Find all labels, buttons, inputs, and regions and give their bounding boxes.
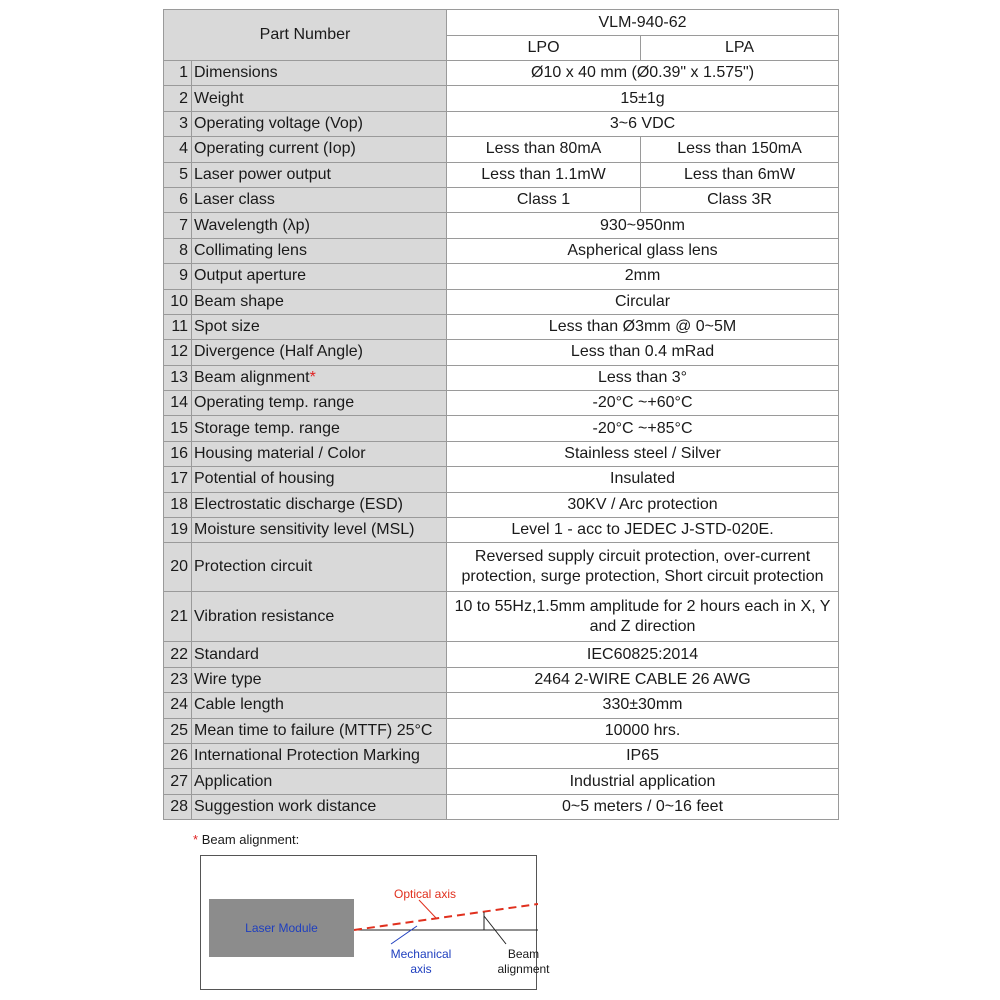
note-title: Beam alignment: — [201, 832, 300, 847]
parameter-name — [192, 340, 447, 365]
spec-value: Less than 3° — [447, 365, 839, 390]
note-asterisk: * — [193, 832, 199, 847]
table-row — [164, 264, 839, 289]
optical-axis-leader — [419, 900, 436, 918]
spec-value: Aspherical glass lens — [447, 238, 839, 263]
table-row — [164, 416, 839, 441]
row-number: 20 — [164, 543, 192, 592]
parameter-name — [192, 111, 447, 136]
table-row — [164, 111, 839, 136]
parameter-name — [192, 693, 447, 718]
parameter-label: Wavelength (λp) — [194, 216, 310, 234]
table-row — [164, 492, 839, 517]
parameter-label: Standard — [194, 645, 259, 663]
row-number: 16 — [164, 441, 192, 466]
parameter-label: Beam alignment — [194, 368, 310, 386]
optical-axis-label: Optical axis — [394, 887, 457, 901]
row-number: 10 — [164, 289, 192, 314]
table-row — [164, 137, 839, 162]
table-row — [164, 289, 839, 314]
spec-value: -20°C ~+60°C — [447, 391, 839, 416]
spec-value: 30KV / Arc protection — [447, 492, 839, 517]
parameter-label: Operating voltage (Vop) — [194, 114, 363, 132]
table-row — [164, 794, 839, 819]
beam-alignment-label: Beam alignment — [497, 947, 550, 976]
row-number: 17 — [164, 467, 192, 492]
parameter-label: Suggestion work distance — [194, 797, 377, 815]
parameter-name — [192, 642, 447, 667]
table-row — [164, 340, 839, 365]
parameter-name — [192, 61, 447, 86]
row-number: 18 — [164, 492, 192, 517]
row-number: 9 — [164, 264, 192, 289]
parameter-label: Spot size — [194, 318, 260, 336]
parameter-label: Output aperture — [194, 267, 307, 285]
parameter-name — [192, 391, 447, 416]
spec-value: 2464 2-WIRE CABLE 26 AWG — [447, 667, 839, 692]
parameter-name — [192, 213, 447, 238]
parameter-label: Weight — [194, 89, 244, 107]
table-row — [164, 693, 839, 718]
row-number: 8 — [164, 238, 192, 263]
table-row — [164, 61, 839, 86]
spec-value: -20°C ~+85°C — [447, 416, 839, 441]
parameter-label: Moisture sensitivity level (MSL) — [194, 521, 415, 539]
footnote-mark: * — [309, 368, 316, 386]
parameter-label: International Protection Marking — [194, 747, 420, 765]
row-number: 13 — [164, 365, 192, 390]
spec-value: Level 1 - acc to JEDEC J-STD-020E. — [447, 518, 839, 543]
parameter-name — [192, 718, 447, 743]
parameter-label: Housing material / Color — [194, 445, 366, 463]
row-number: 21 — [164, 592, 192, 642]
parameter-name — [192, 441, 447, 466]
table-row — [164, 213, 839, 238]
spec-value: Circular — [447, 289, 839, 314]
row-number: 2 — [164, 86, 192, 111]
parameter-label: Operating current (Iop) — [194, 140, 356, 158]
parameter-label: Divergence (Half Angle) — [194, 343, 363, 361]
table-row — [164, 86, 839, 111]
parameter-label: Mean time to failure (MTTF) 25°C — [194, 721, 433, 739]
parameter-label: Beam shape — [194, 292, 284, 310]
spec-value: Insulated — [447, 467, 839, 492]
parameter-label: Protection circuit — [194, 558, 313, 576]
spec-value: 15±1g — [447, 86, 839, 111]
parameter-name — [192, 667, 447, 692]
parameter-name — [192, 289, 447, 314]
table-row — [164, 162, 839, 187]
parameter-label: Wire type — [194, 671, 262, 688]
row-number: 22 — [164, 642, 192, 667]
parameter-name — [192, 467, 447, 492]
parameter-name — [192, 86, 447, 111]
parameter-label: Cable length — [194, 696, 284, 714]
row-number: 15 — [164, 416, 192, 441]
parameter-label: Application — [194, 772, 273, 790]
parameter-label: Operating temp. range — [194, 394, 355, 412]
spec-value: 0~5 meters / 0~16 feet — [447, 794, 839, 819]
row-number: 4 — [164, 137, 192, 162]
parameter-label: Electrostatic discharge (ESD) — [194, 495, 403, 513]
row-number: 7 — [164, 213, 192, 238]
spec-value: Stainless steel / Silver — [447, 441, 839, 466]
parameter-name — [192, 592, 447, 642]
parameter-name — [192, 543, 447, 592]
parameter-name — [192, 743, 447, 768]
parameter-label: Laser power output — [194, 165, 331, 183]
row-number: 25 — [164, 718, 192, 743]
table-row — [164, 238, 839, 263]
spec-value: 2mm — [447, 264, 839, 289]
parameter-name — [192, 187, 447, 212]
parameter-name — [192, 794, 447, 819]
lpa-value: Less than 6mW — [641, 162, 839, 187]
beam-alignment-diagram — [200, 855, 550, 990]
parameter-label: Potential of housing — [194, 470, 335, 488]
row-number: 5 — [164, 162, 192, 187]
row-number: 19 — [164, 518, 192, 543]
row-number: 3 — [164, 111, 192, 136]
table-row — [164, 187, 839, 212]
spec-table — [163, 9, 839, 820]
spec-value: Industrial application — [447, 769, 839, 794]
row-number: 26 — [164, 743, 192, 768]
parameter-label: Collimating lens — [194, 241, 307, 259]
spec-value: 930~950nm — [447, 213, 839, 238]
part-number-label: Part Number — [164, 10, 447, 61]
parameter-name — [192, 137, 447, 162]
spec-value: 10000 hrs. — [447, 718, 839, 743]
parameter-name — [192, 314, 447, 339]
table-row — [164, 391, 839, 416]
parameter-name — [192, 365, 447, 390]
row-number: 1 — [164, 61, 192, 86]
spec-value: IP65 — [447, 743, 839, 768]
column-lpa: LPA — [641, 36, 839, 61]
spec-value: Less than 0.4 mRad — [447, 340, 839, 365]
table-row — [164, 718, 839, 743]
spec-value: 330±30mm — [447, 693, 839, 718]
parameter-name — [192, 238, 447, 263]
row-number: 23 — [164, 667, 192, 692]
table-row — [164, 314, 839, 339]
lpo-value: Class 1 — [447, 187, 641, 212]
table-row — [164, 543, 839, 592]
table-row — [164, 365, 839, 390]
parameter-name — [192, 264, 447, 289]
spec-value: 10 to 55Hz,1.5mm amplitude for 2 hours each in X, Y and Z direction — [447, 592, 839, 642]
parameter-name — [192, 416, 447, 441]
parameter-label: Laser class — [194, 191, 275, 209]
row-number: 14 — [164, 391, 192, 416]
table-row — [164, 441, 839, 466]
lpa-value: Less than 150mA — [641, 137, 839, 162]
lpa-value: Class 3R — [641, 187, 839, 212]
spec-value: 3~6 VDC — [447, 111, 839, 136]
row-number: 11 — [164, 314, 192, 339]
table-row — [164, 518, 839, 543]
spec-value: Reversed supply circuit protection, over-current protection, surge protection, Short circuit protection — [447, 543, 839, 592]
row-number: 24 — [164, 693, 192, 718]
lpo-value: Less than 1.1mW — [447, 162, 641, 187]
table-row — [164, 667, 839, 692]
parameter-name — [192, 769, 447, 794]
row-number: 12 — [164, 340, 192, 365]
table-row — [164, 769, 839, 794]
lpo-value: Less than 80mA — [447, 137, 641, 162]
laser-module-box: Laser Module — [209, 899, 354, 957]
parameter-name — [192, 162, 447, 187]
row-number: 28 — [164, 794, 192, 819]
mechanical-axis-leader — [391, 926, 417, 944]
table-row — [164, 467, 839, 492]
optical-axis-line — [354, 904, 538, 930]
parameter-name — [192, 492, 447, 517]
parameter-label: Dimensions — [194, 64, 278, 82]
model-number: VLM-940-62 — [447, 10, 839, 36]
table-row — [164, 743, 839, 768]
spec-value: Ø10 x 40 mm (Ø0.39" x 1.575") — [447, 61, 839, 86]
parameter-label: Storage temp. range — [194, 419, 340, 437]
table-row — [164, 592, 839, 642]
table-row — [164, 642, 839, 667]
beam-alignment-note — [193, 832, 299, 847]
parameter-label: Vibration resistance — [194, 607, 335, 625]
parameter-name — [192, 518, 447, 543]
spec-value: Less than Ø3mm @ 0~5M — [447, 314, 839, 339]
row-number: 27 — [164, 769, 192, 794]
mechanical-axis-label: Mechanical axis — [390, 947, 452, 976]
row-number: 6 — [164, 187, 192, 212]
column-lpo: LPO — [447, 36, 641, 61]
spec-value: IEC60825:2014 — [447, 642, 839, 667]
